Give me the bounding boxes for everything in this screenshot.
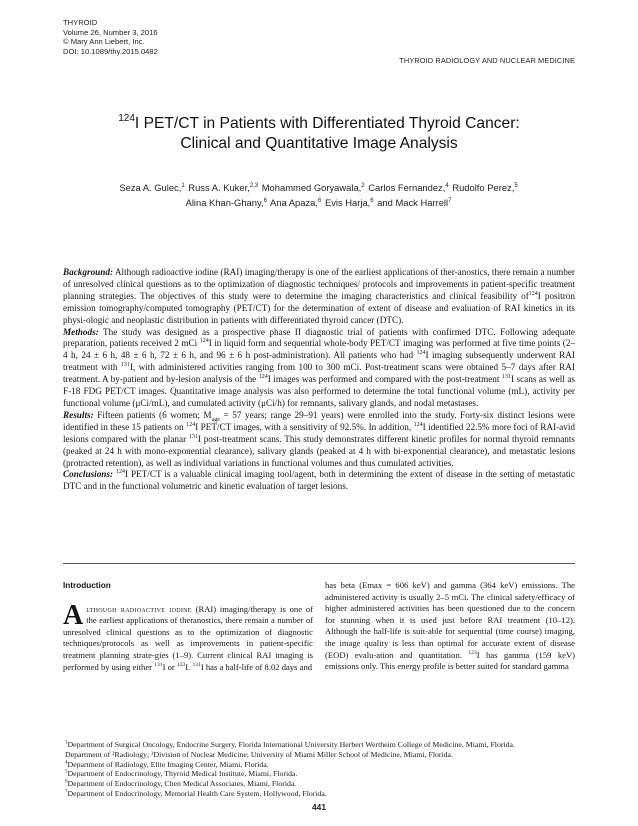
abstract-label: Conclusions: xyxy=(63,469,114,480)
intro-column-left xyxy=(63,580,313,673)
title-isotope: 124 xyxy=(118,113,135,124)
intro-paragraph-continued: has beta (Emax = 606 keV) and gamma (364 keV) emissions. The administered activity is usually 2–5 mCi. The clinical safety/efficacy of higher administered activities has been questioned due to the concern for stunning when it is used just before RAI treatment (10–12). Although the half-life is suit-able for sequential (time course) imaging, the image quality is less than optimal for accurate extent of disease (EOD) evalu-ation and quantitation. $^{123}$I has gamma (159 keV) emissions only. This energy profile is better suited for standard gamma xyxy=(325,580,576,672)
author-affiliation: 2 xyxy=(361,183,365,189)
drop-cap: A xyxy=(63,599,84,631)
author-name: Carlos Fernandez, xyxy=(368,182,446,193)
abstract-methods: Methods: The study was designed as a prospective phase II diagnostic trial of patients with confirmed DTC. Following adequate preparation, patients received 2 mCi $^{124}$I in liquid form and sequential whole-body PET/CT imaging was performed at five time points (2–4 h, 24 ± 6 h, 48 ± 6 h, 72 ± 6 h, and 96 ± 6 h post-administration). All patients who had $^{124}$I imaging subsequently underwent RAI treatment with $^{131}$I, with administered activities ranging from 100 to 300 mCi. Post-treatment scans were obtained 5–7 days after RAI treatment. A by-patient and by-lesion analysis of the $^{124}$I images was performed and compared with the post-treatment $^{131}$I scans as well as F-18 FDG PET/CT images. Quantitative image analysis was also performed to determine the total functional volume (mL), activity per functional volume (μCi/mL), and cumulated activity (μCi/h) for remnants, salivary glands, and nodal metastases. xyxy=(63,326,576,408)
journal-header xyxy=(63,18,575,65)
abstract xyxy=(63,267,575,493)
footnote: $^5$Department of Endocrinology, Thyroid Medical Institute, Miami, Florida. xyxy=(65,769,298,779)
footnote: $^1$Department of Surgical Oncology, Endocrine Surgery, Florida International University Herbert Wertheim College of Medicine, Miami, Florida. xyxy=(65,740,515,749)
author-name: Ana Apaza, xyxy=(270,196,318,208)
doi-line: DOI: 10.1089/thy.2015.0482 xyxy=(63,46,158,56)
author-affiliation: 6 xyxy=(370,197,374,204)
intro-column-right xyxy=(325,580,575,673)
section-heading: Introduction xyxy=(63,581,111,590)
footnote: $^7$Department of Endocrinology, Memorial Health Care System, Hollywood, Florida. xyxy=(65,788,327,798)
author-affiliation: 4 xyxy=(445,183,449,189)
author-name: Russ A. Kuker, xyxy=(188,182,250,193)
author-affiliation: 2,3 xyxy=(249,183,259,189)
footnote: $^4$Department of Radiology, Elite Imaging Center, Miami, Florida. xyxy=(65,759,269,769)
author-affiliation: 6 xyxy=(317,197,322,204)
small-caps-lead: lthough radioactive iodine xyxy=(86,603,192,614)
abstract-background: Background: Although radioactive iodine (RAI) imaging/therapy is one of the earliest applications of ther-anostics, there remain a number of unresolved clinical questions as to the optimization of diagnostic techniques/ protocols and improvements in patient-specific treatment planning strategies. The objectives of this study were to determine the imaging characteristics and clinical feasibility $of^{124}I$ positron emission tomography/computed tomography (PET/CT) for the determination of extent of disease and evaluation of RAI kinetics in its physi-ologic and neoplastic distribution in patients with differentiated thyroid cancer (DTC). xyxy=(63,267,575,325)
copyright-line: © Mary Ann Liebert, Inc. xyxy=(63,37,145,47)
author-affiliation: 1 xyxy=(181,183,185,189)
section-divider xyxy=(63,563,575,564)
author-affiliation: 6 xyxy=(263,197,267,204)
author-name: Mohammed Goryawala, xyxy=(261,182,362,193)
abstract-label: Methods: xyxy=(63,326,99,337)
footnote: $^6$Department of Endocrinology, Chen Medical Associates, Miami, Florida. xyxy=(65,779,297,789)
author-name: Evis Harja, xyxy=(324,196,371,208)
abstract-results: Results: Fifteen patients (6 women; $M_{age} = 57$ years; range 29–91 years) were enrolled into the study. Forty-six distinct lesions were identified in these 15 patients on $^{124}$I PET/CT images, with a sensitivity of 92.5%. In addition, $^{124}$I identified 22.5% more foci of RAI-avid lesions compared with the planar $^{131}$I post-treatment scans. This study demonstrates different kinetic profiles for normal thyroid remnants (peaked at 24 h with mono-exponential clearance), salivary glands (peaked at 4 h with bi-exponential clearance), and metastatic lesions (protracted retention), as well as individual variations in functional volumes and thus cumulated activities. xyxy=(63,409,576,468)
page-number: 441 xyxy=(312,802,326,812)
intro-paragraph: Although radioactive iodine (RAI) imaging/therapy is one of the earliest applications of theranostics, there remain a number of unresolved clinical questions as to the optimization of diagnostic techniques/protocols as well as improvements in patient-specific treatment planning strate-gies (1–9). Current clinical RAI imaging is performed by using either $^{131}$I or $^{123}$I. $^{131}$I has a half-life of 8.02 days and xyxy=(63,599,313,672)
author-name: Alina Khan-Ghany, xyxy=(185,196,264,208)
affiliation-footnotes xyxy=(63,740,575,799)
section-label: THYROID RADIOLOGY AND NUCLEAR MEDICINE xyxy=(399,56,575,65)
author-affiliation: 5 xyxy=(514,183,518,189)
title-line-1: I PET/CT in Patients with Differentiated Thyroid Cancer: xyxy=(134,115,520,132)
abstract-label: Background: xyxy=(63,267,114,277)
author-affiliation: 7 xyxy=(448,197,452,204)
footnote: Department of ²Radiology; ³Division of Nuclear Medicine; University of Miami Miller School of Medicine, Miami, Florida. xyxy=(65,749,453,759)
article-title xyxy=(63,109,575,153)
journal-volume: Volume 26, Number 3, 2016 xyxy=(63,27,158,37)
abstract-label: Results: xyxy=(63,409,94,420)
abstract-conclusions: Conclusions: $^{124}$I PET/CT is a valuable clinical imaging tool/agent, both in determining the extent of disease in the setting of metastatic DTC and in the functional volumetric and kinetic evaluation of target lesions. xyxy=(63,469,575,492)
title-line-2: Clinical and Quantitative Image Analysis xyxy=(180,134,458,152)
journal-name: THYROID xyxy=(63,18,98,27)
author-list xyxy=(70,180,568,210)
author-name: Rudolfo Perez, xyxy=(452,182,515,193)
author-name: and Mack Harrell xyxy=(377,196,449,208)
author-name: Seza A. Gulec, xyxy=(119,182,182,193)
